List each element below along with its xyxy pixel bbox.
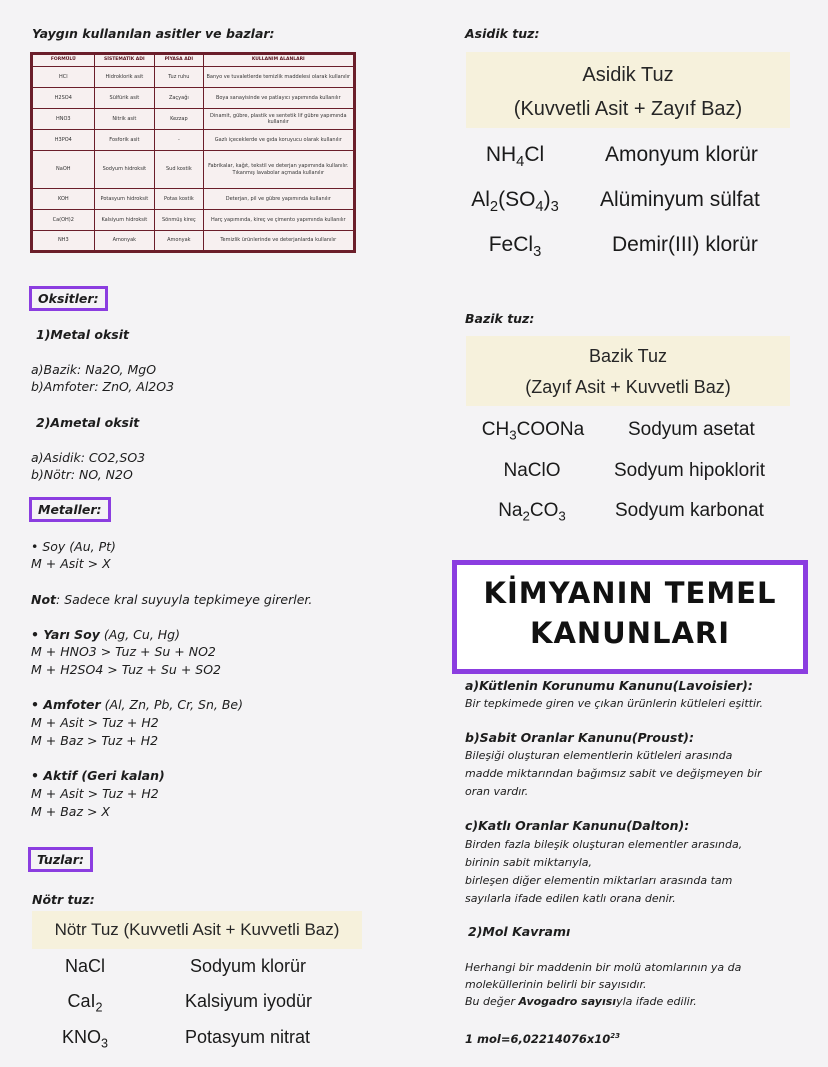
- salt-name: Kalsiyum iyodür: [185, 991, 313, 1011]
- table-header: PİYASA ADI: [155, 54, 203, 67]
- salt-formula-nh4cl: $NH_4Cl$: [485, 143, 545, 171]
- mol-line3-part: yla ifade edilir.: [616, 995, 697, 1008]
- main-title-line2: KANUNLARI: [529, 616, 731, 650]
- active-reaction-1: M + Asit > Tuz + H2: [31, 786, 159, 801]
- mol-line3-part: Bu değer: [465, 995, 519, 1008]
- tuzlar-label: Tuzlar:: [28, 847, 93, 872]
- table-cell: Tuz ruhu: [155, 67, 203, 88]
- law-b-line1: Bileşiği oluşturan elementlerin kütleleri arasında: [465, 749, 733, 762]
- amphoteric-elements: (Al, Zn, Pb, Cr, Sn, Be): [100, 697, 243, 712]
- table-cell: Harç yapımında, kireç ve çimento yapımında kullanılır: [203, 210, 354, 231]
- metaller-label: Metaller:: [29, 497, 111, 522]
- amphoteric-title: [31, 696, 243, 714]
- basic-salt-box: [466, 336, 790, 406]
- metal-oxide-amphoteric: b)Amfoter: ZnO, Al2O3: [31, 379, 175, 394]
- mol-equation-base: 1 mol=6,02214076x10: [465, 1031, 611, 1046]
- table-cell: Zaçyağı: [155, 88, 203, 109]
- table-cell: Nitrik asit: [94, 109, 155, 130]
- table-header: SİSTEMATİK ADI: [94, 54, 155, 67]
- table-cell: KOH: [32, 189, 95, 210]
- law-a-text: Bir tepkimede giren ve çıkan ürünlerin kütleleri eşittir.: [465, 697, 764, 710]
- table-cell: HNO3: [32, 109, 95, 130]
- mol-line1: Herhangi bir maddenin bir molü atomlarının ya da: [465, 961, 742, 974]
- acid-base-heading: Yaygın kullanılan asitler ve bazlar:: [32, 26, 275, 41]
- nonmetal-oxide-acidic: a)Asidik: CO2,SO3: [31, 450, 146, 465]
- law-c-line2: birinin sabit miktarıyla,: [465, 856, 593, 869]
- nonmetal-oxide-title: 2)Ametal oksit: [36, 415, 140, 430]
- oksitler-label: Oksitler:: [29, 286, 108, 311]
- note-label: Not: [31, 592, 57, 607]
- law-b-line3: oran vardır.: [465, 785, 529, 798]
- note-text: : Sadece kral suyuyla tepkimeye girerler.: [56, 592, 313, 607]
- table-row: [32, 189, 355, 210]
- table-header: FORMÜLÜ: [32, 54, 95, 67]
- law-c-title: c)Katlı Oranlar Kanunu(Dalton):: [465, 818, 690, 833]
- active-metals-title: • Aktif (Geri kalan): [31, 768, 165, 783]
- amphoteric-label: • Amfoter: [31, 697, 101, 712]
- salt-formula-cai2: [35, 991, 135, 1014]
- mol-equation: [465, 1028, 620, 1048]
- formula-text: CaI: [67, 991, 96, 1011]
- salt-formula-na2co3: $Na_2CO_3$: [498, 500, 566, 524]
- main-title-line1: KİMYANIN TEMEL: [483, 576, 777, 610]
- acid-base-table: [30, 52, 356, 253]
- metal-oxide-basic: a)Bazik: Na2O, MgO: [31, 362, 157, 377]
- amphoteric-reaction-1: M + Asit > Tuz + H2: [31, 715, 159, 730]
- salt-name: Sodyum klorür: [190, 956, 307, 976]
- basic-salt-box-subtitle: (Zayıf Asit + Kuvvetli Baz): [525, 377, 731, 397]
- table-cell: Banyo ve tuvaletlerde temizlik maddelesi olarak kullanılır: [203, 67, 354, 88]
- semi-noble-label: • Yarı Soy: [31, 627, 100, 642]
- acidic-salt-box-title: Asidik Tuz: [582, 64, 674, 86]
- basic-salt-heading: Bazik tuz:: [465, 311, 535, 326]
- semi-noble-reaction-2: M + H2SO4 > Tuz + Su + SO2: [31, 662, 221, 677]
- table-cell: Deterjan, pil ve gübre yapımında kullanılır: [203, 189, 354, 210]
- table-row: [32, 210, 355, 231]
- law-c-line4: sayılarla ifade edilen katlı orana denir.: [465, 892, 676, 905]
- table-cell: NH3: [32, 231, 95, 252]
- table-cell: Sönmüş kireç: [155, 210, 203, 231]
- noble-metals-reaction: M + Asit > X: [31, 556, 111, 571]
- table-row: [32, 67, 355, 88]
- neutral-salt-heading: Nötr tuz:: [32, 892, 95, 907]
- table-row: [32, 130, 355, 151]
- table-cell: H3PO4: [32, 130, 95, 151]
- table-cell: Hidroklorik asit: [94, 67, 155, 88]
- table-row: [32, 151, 355, 189]
- salt-name: Sodyum karbonat: [615, 500, 764, 521]
- acidic-salt-heading: Asidik tuz:: [465, 26, 540, 41]
- mol-line2: moleküllerinin belirli bir sayısıdır.: [465, 978, 647, 991]
- law-b-line2: madde miktarından bağımsız sabit ve değişmeyen bir: [465, 767, 762, 780]
- law-c-line1: Birden fazla bileşik oluşturan elementler arasında,: [465, 838, 743, 851]
- table-cell: Ca(OH)2: [32, 210, 95, 231]
- table-cell: Fabrikalar, kağıt, tekstil ve deterjan yapımında kullanılır. Tıkanmış lavabolar açmada kullanılır: [203, 151, 354, 189]
- neutral-salt-box: Nötr Tuz (Kuvvetli Asit + Kuvvetli Baz): [32, 911, 362, 949]
- noble-metals-title: • Soy (Au, Pt): [31, 539, 116, 554]
- basic-salt-box-title: Bazik Tuz: [588, 346, 668, 366]
- acidic-salt-box: [466, 52, 790, 128]
- table-cell: Boya sanayisinde ve patlayıcı yapımında kullanılır: [203, 88, 354, 109]
- table-cell: Sülfürik asit: [94, 88, 155, 109]
- table-cell: Kezzap: [155, 109, 203, 130]
- note-line: [31, 591, 312, 609]
- nonmetal-oxide-neutral: b)Nötr: NO, N2O: [31, 467, 133, 482]
- salt-formula-fecl3: FeCl$_3$: [488, 233, 542, 261]
- law-c-line3: birleşen diğer elementin miktarları arasında tam: [465, 874, 733, 887]
- metal-oxide-title: 1)Metal oksit: [36, 327, 129, 342]
- mol-equation-exponent: 23: [610, 1032, 621, 1040]
- salt-formula-nacl: [35, 956, 135, 977]
- salt-name: Potasyum nitrat: [185, 1027, 311, 1047]
- table-row: [32, 231, 355, 252]
- main-title-box: [452, 560, 808, 674]
- salt-name: Alüminyum sülfat: [600, 188, 760, 211]
- salt-name: Amonyum klorür: [605, 143, 758, 166]
- salt-formula-ch3coona: $CH_3COONa$: [481, 419, 585, 443]
- formula-text: KNO: [61, 1027, 101, 1047]
- salt-formula-al2so43: $Al_2(SO_4)_3$: [471, 188, 559, 216]
- table-cell: Amonyak: [155, 231, 203, 252]
- table-header: KULLANIM ALANLARI: [203, 54, 354, 67]
- table-cell: -: [155, 130, 203, 151]
- salt-formula-kno3: [35, 1027, 135, 1050]
- salt-name: Sodyum hipoklorit: [614, 460, 766, 481]
- table-cell: Temizlik ürünlerinde ve deterjanlarda kullanılır: [203, 231, 354, 252]
- law-a-title: a)Kütlenin Korunumu Kanunu(Lavoisier):: [465, 678, 753, 693]
- salt-name: Demir(III) klorür: [612, 233, 758, 256]
- table-cell: Fosforik asit: [94, 130, 155, 151]
- table-row: [32, 109, 355, 130]
- semi-noble-title: [31, 626, 180, 644]
- active-reaction-2: M + Baz > X: [31, 804, 110, 819]
- table-cell: HCl: [32, 67, 95, 88]
- table-cell: Dinamit, gübre, plastik ve sentetik lif gübre yapımında kullanılır: [203, 109, 354, 130]
- semi-noble-elements: (Ag, Cu, Hg): [99, 627, 180, 642]
- mol-title: 2)Mol Kavramı: [468, 924, 571, 939]
- table-cell: H2SO4: [32, 88, 95, 109]
- law-b-title: b)Sabit Oranlar Kanunu(Proust):: [465, 730, 695, 745]
- avogadro-term: Avogadro sayısı: [518, 995, 617, 1008]
- amphoteric-reaction-2: M + Baz > Tuz + H2: [31, 733, 159, 748]
- table-row: [32, 88, 355, 109]
- acidic-salt-box-subtitle: (Kuvvetli Asit + Zayıf Baz): [513, 98, 743, 120]
- table-cell: Amonyak: [94, 231, 155, 252]
- table-cell: Sud kostik: [155, 151, 203, 189]
- formula-subscript: 3: [101, 1036, 109, 1051]
- table-cell: Potas kostik: [155, 189, 203, 210]
- table-cell: NaOH: [32, 151, 95, 189]
- formula-text: NaCl: [64, 956, 105, 976]
- formula-subscript: 2: [95, 1000, 103, 1015]
- semi-noble-reaction-1: M + HNO3 > Tuz + Su + NO2: [31, 644, 216, 659]
- table-cell: Gazlı içeceklerde ve gıda koruyucu olarak kullanılır: [203, 130, 354, 151]
- table-cell: Sodyum hidroksit: [94, 151, 155, 189]
- salt-formula-naclo: NaClO: [503, 460, 561, 481]
- salt-name: Sodyum asetat: [628, 419, 755, 440]
- table-cell: Kalsiyum hidroksit: [94, 210, 155, 231]
- mol-line3: [465, 993, 697, 1011]
- table-cell: Potasyum hidroksit: [94, 189, 155, 210]
